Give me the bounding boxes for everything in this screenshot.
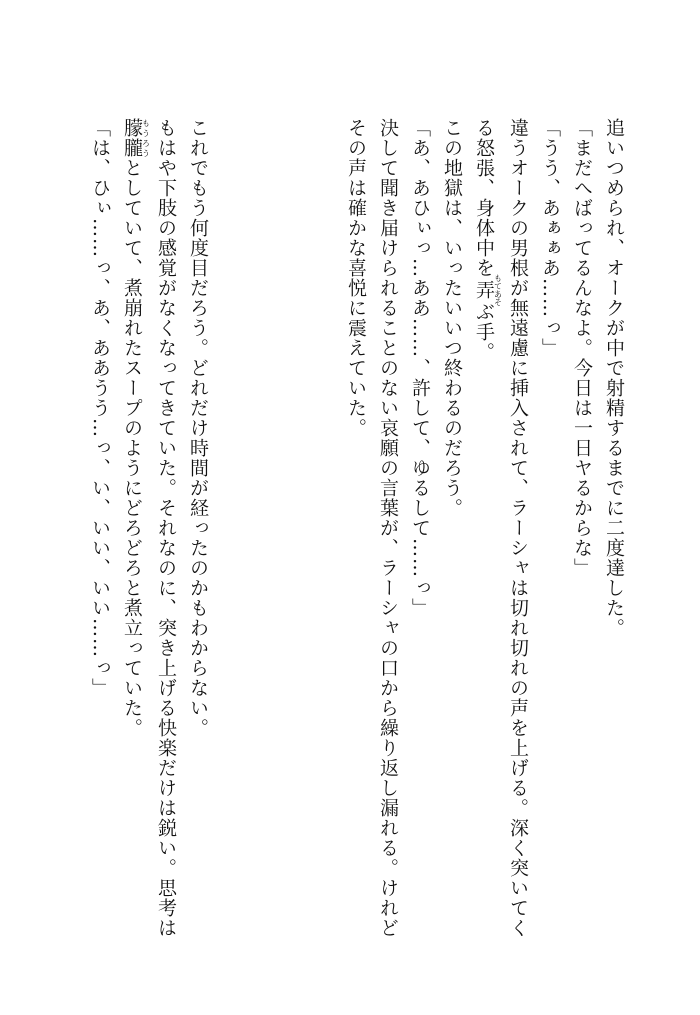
dialogue-line: 「あ、あひぃっ…ああ……、許して、ゆるして……っ」 <box>409 118 431 618</box>
dialogue-line: 「うう、あぁぁあ……っ」 <box>539 118 561 358</box>
text-line: 決して聞き届けられることのない哀願の言葉が、ラーシャの口から繰り返し漏れる。けれど <box>377 118 399 938</box>
text-line: 追いつめられ、オークが中で射精するまでに二度達した。 <box>603 118 625 638</box>
ruby-word <box>121 118 151 158</box>
ruby-reading: もうろう <box>141 118 151 158</box>
dialogue-line: 「まだへばってるんなよ。今日は一日ヤるからな」 <box>571 118 593 578</box>
ruby-word <box>473 274 503 306</box>
text-segment: ぶ手。 <box>473 302 495 362</box>
text-line: もはや下肢の感覚がなくなってきていた。それなのに、突き上げる快楽だけは鋭い。思考は <box>155 118 177 938</box>
text-line-with-ruby <box>468 118 502 878</box>
ruby-base: 朦朧 <box>121 118 143 158</box>
passage-block-1 <box>340 118 630 938</box>
text-line: この地獄は、いったいいつ終わるのだろう。 <box>441 118 463 518</box>
text-line: その声は確かな喜悦に震えていた。 <box>345 118 367 438</box>
ruby-base: 弄 <box>473 274 495 306</box>
text-line-with-ruby <box>116 118 150 878</box>
passage-block-2 <box>84 118 214 938</box>
text-line: 違うオークの男根が無遠慮に挿入されて、ラーシャは切れ切れの声を上げる。深く突いてく <box>507 118 529 938</box>
text-segment: る怒張、身体中を <box>473 118 495 278</box>
ruby-reading: もてあそ <box>493 274 503 306</box>
text-line: これでもう何度目だろう。どれだけ時間が経ったのかもわからない。 <box>187 118 209 738</box>
text-segment: としていて、煮崩れたスープのようにどろどろと煮立っていた。 <box>121 158 143 738</box>
dialogue-line: 「は、ひぃ……っ、あ、ああうう…っ、い、いい、いい……っ」 <box>89 118 111 698</box>
